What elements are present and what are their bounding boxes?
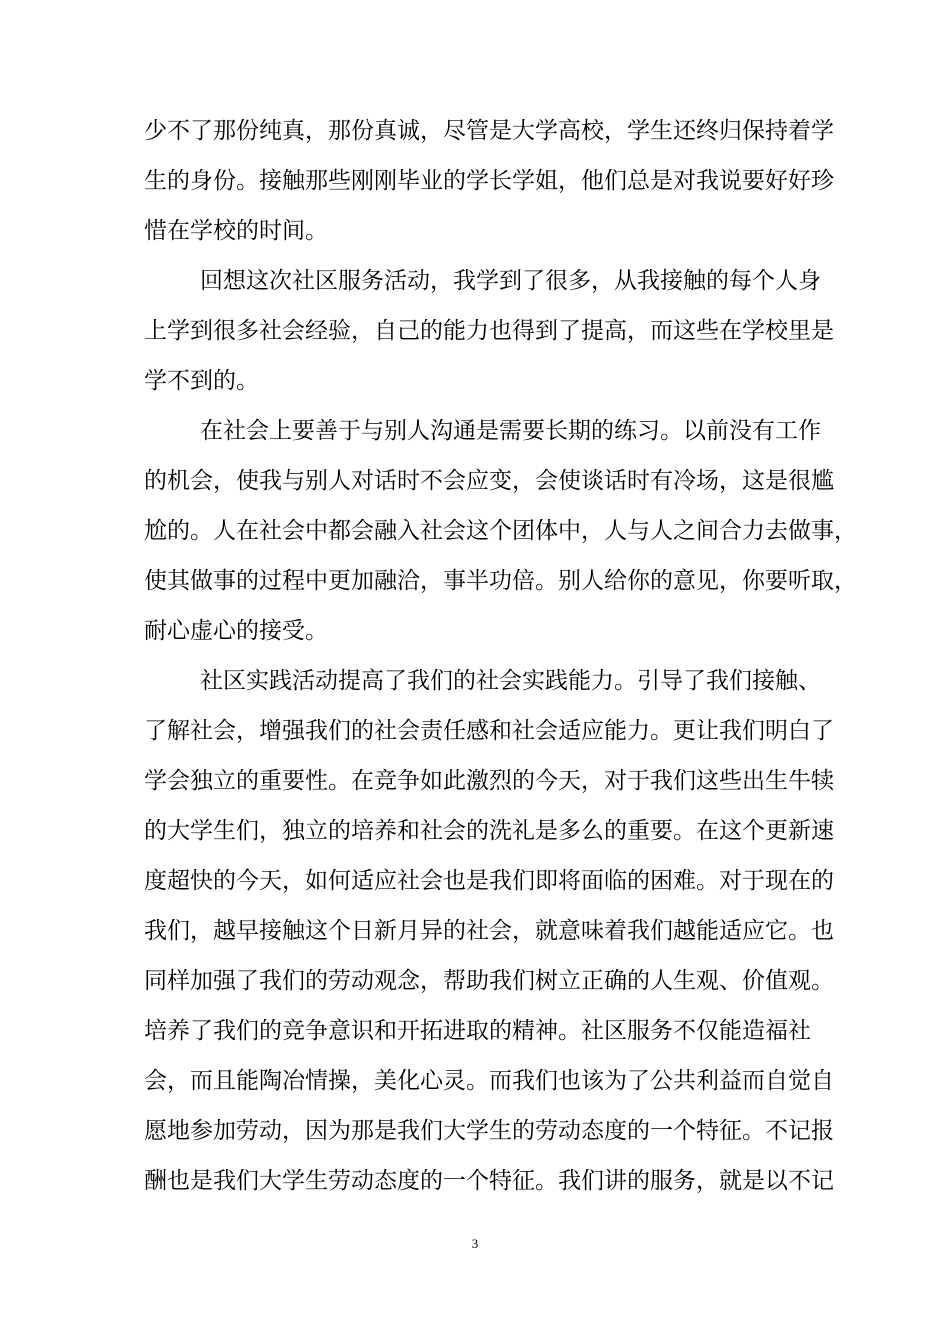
text-line: 了解社会，增强我们的社会责任感和社会适应能力。更让我们明白了 bbox=[144, 718, 834, 744]
text-line: 学会独立的重要性。在竞争如此激烈的今天，对于我们这些出生牛犊 bbox=[144, 768, 834, 794]
text-line: 我们，越早接触这个日新月异的社会，就意味着我们越能适应它。也 bbox=[144, 918, 834, 944]
text-line: 培养了我们的竞争意识和开拓进取的精神。社区服务不仅能造福社 bbox=[144, 1018, 811, 1044]
text-line: 愿地参加劳动，因为那是我们大学生的劳动态度的一个特征。不记报 bbox=[144, 1118, 834, 1144]
paragraph-first-line: 社区实践活动提高了我们的社会实践能力。引导了我们接触、 bbox=[200, 668, 821, 694]
text-line: 少不了那份纯真，那份真诚，尽管是大学高校，学生还终归保持着学 bbox=[144, 118, 834, 144]
page-number: 3 bbox=[471, 1236, 479, 1251]
text-line: 的大学生们，独立的培养和社会的洗礼是多么的重要。在这个更新速 bbox=[144, 818, 834, 844]
paragraph-first-line: 在社会上要善于与别人沟通是需要长期的练习。以前没有工作 bbox=[200, 418, 821, 444]
text-line: 同样加强了我们的劳动观念，帮助我们树立正确的人生观、价值观。 bbox=[144, 968, 834, 994]
text-line: 酬也是我们大学生劳动态度的一个特征。我们讲的服务，就是以不记 bbox=[144, 1168, 834, 1194]
text-line: 耐心虚心的接受。 bbox=[144, 618, 328, 644]
text-line: 使其做事的过程中更加融洽，事半功倍。别人给你的意见，你要听取， bbox=[144, 568, 857, 594]
text-line: 度超快的今天，如何适应社会也是我们即将面临的困难。对于现在的 bbox=[144, 868, 834, 894]
text-line: 上学到很多社会经验，自己的能力也得到了提高，而这些在学校里是 bbox=[144, 318, 834, 344]
text-line: 学不到的。 bbox=[144, 368, 259, 394]
text-line: 生的身份。接触那些刚刚毕业的学长学姐，他们总是对我说要好好珍 bbox=[144, 168, 834, 194]
paragraph-first-line: 回想这次社区服务活动，我学到了很多，从我接触的每个人身 bbox=[200, 268, 821, 294]
text-line: 的机会，使我与别人对话时不会应变，会使谈话时有冷场，这是很尴 bbox=[144, 468, 834, 494]
text-line: 惜在学校的时间。 bbox=[144, 218, 328, 244]
text-line: 会，而且能陶冶情操，美化心灵。而我们也该为了公共利益而自觉自 bbox=[144, 1068, 834, 1094]
text-line: 尬的。人在社会中都会融入社会这个团体中，人与人之间合力去做事， bbox=[144, 518, 857, 544]
